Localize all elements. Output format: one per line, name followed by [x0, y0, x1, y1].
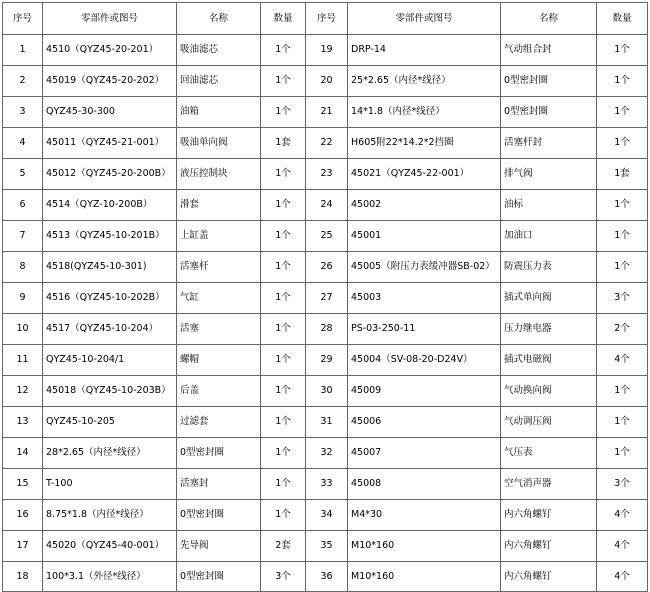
cell-part-name-right: 防震压力表: [501, 252, 597, 283]
cell-seq-left: 7: [3, 221, 43, 252]
cell-seq-left: 13: [3, 407, 43, 438]
cell-part-code-right: DRP-14: [348, 35, 501, 66]
cell-seq-right: 20: [306, 66, 348, 97]
cell-quantity-left: 1个: [261, 66, 306, 97]
cell-seq-left: 15: [3, 469, 43, 500]
cell-part-name-right: 气动调压阀: [501, 407, 597, 438]
cell-part-name-left: 螺帽: [177, 345, 261, 376]
table-row: [3, 438, 648, 469]
header-code-left: 零部件或图号: [43, 3, 177, 35]
cell-quantity-left: 1个: [261, 345, 306, 376]
cell-part-code-left: 45011（QYZ45-21-001）: [43, 128, 177, 159]
cell-seq-right: 31: [306, 407, 348, 438]
cell-part-name-left: 0型密封圈: [177, 500, 261, 531]
cell-quantity-left: 3个: [261, 562, 306, 592]
cell-part-code-right: M10*160: [348, 531, 501, 562]
cell-part-name-left: 液压控制块: [177, 159, 261, 190]
cell-seq-left: 3: [3, 97, 43, 128]
cell-seq-right: 22: [306, 128, 348, 159]
cell-part-code-left: 4510（QYZ45-20-201）: [43, 35, 177, 66]
cell-part-code-right: 25*2.65（内径*线径）: [348, 66, 501, 97]
cell-quantity-right: 1个: [597, 221, 648, 252]
cell-part-name-left: 0型密封圈: [177, 562, 261, 592]
cell-quantity-right: 3个: [597, 283, 648, 314]
cell-quantity-left: 1套: [261, 128, 306, 159]
cell-part-code-right: 45021（QYZ45-22-001）: [348, 159, 501, 190]
cell-part-code-right: 45003: [348, 283, 501, 314]
cell-quantity-left: 1个: [261, 221, 306, 252]
cell-part-name-left: 后盖: [177, 376, 261, 407]
cell-part-code-right: 45001: [348, 221, 501, 252]
cell-part-code-left: 28*2.65（内径*线径）: [43, 438, 177, 469]
cell-part-name-right: 0型密封圈: [501, 66, 597, 97]
cell-part-name-left: 滑套: [177, 190, 261, 221]
cell-quantity-left: 1个: [261, 376, 306, 407]
cell-part-code-left: 45019（QYZ45-20-202）: [43, 66, 177, 97]
table-row: [3, 159, 648, 190]
cell-quantity-left: 1个: [261, 97, 306, 128]
table-row: [3, 128, 648, 159]
cell-part-code-left: 4513（QYZ45-10-201B）: [43, 221, 177, 252]
cell-seq-right: 28: [306, 314, 348, 345]
header-seq-right: 序号: [306, 3, 348, 35]
cell-seq-left: 5: [3, 159, 43, 190]
table-row: [3, 314, 648, 345]
cell-quantity-left: 1个: [261, 438, 306, 469]
cell-quantity-left: 1个: [261, 283, 306, 314]
table-row: [3, 531, 648, 562]
cell-part-code-left: 45020（QYZ45-40-001）: [43, 531, 177, 562]
cell-seq-right: 21: [306, 97, 348, 128]
cell-part-code-right: 45006: [348, 407, 501, 438]
cell-part-name-right: 插式单向阀: [501, 283, 597, 314]
cell-seq-left: 17: [3, 531, 43, 562]
cell-seq-right: 23: [306, 159, 348, 190]
cell-part-name-left: 回油滤芯: [177, 66, 261, 97]
table-row: [3, 500, 648, 531]
cell-seq-left: 9: [3, 283, 43, 314]
table-row: [3, 252, 648, 283]
header-row: [3, 3, 648, 35]
cell-quantity-left: 1个: [261, 469, 306, 500]
cell-quantity-right: 1个: [597, 190, 648, 221]
cell-seq-left: 1: [3, 35, 43, 66]
cell-seq-left: 6: [3, 190, 43, 221]
cell-seq-left: 14: [3, 438, 43, 469]
header-qty-right: 数量: [597, 3, 648, 35]
cell-quantity-right: 1个: [597, 376, 648, 407]
table-row: [3, 562, 648, 592]
cell-seq-right: 29: [306, 345, 348, 376]
cell-quantity-right: 4个: [597, 345, 648, 376]
cell-part-code-left: 4514（QYZ-10-200B）: [43, 190, 177, 221]
cell-part-code-left: 4517（QYZ45-10-204）: [43, 314, 177, 345]
cell-quantity-left: 1个: [261, 190, 306, 221]
cell-quantity-right: 1个: [597, 438, 648, 469]
cell-part-code-left: 45012（QYZ45-20-200B）: [43, 159, 177, 190]
cell-part-name-left: 活塞封: [177, 469, 261, 500]
cell-seq-right: 25: [306, 221, 348, 252]
cell-part-name-right: 活塞杆封: [501, 128, 597, 159]
cell-part-name-right: 气压表: [501, 438, 597, 469]
parts-list-table: [2, 2, 648, 592]
cell-seq-left: 2: [3, 66, 43, 97]
cell-seq-right: 24: [306, 190, 348, 221]
cell-part-code-right: 45008: [348, 469, 501, 500]
cell-seq-left: 8: [3, 252, 43, 283]
cell-part-name-right: 内六角螺钉: [501, 562, 597, 592]
cell-part-name-left: 活塞杆: [177, 252, 261, 283]
cell-quantity-right: 4个: [597, 562, 648, 592]
cell-quantity-left: 1个: [261, 500, 306, 531]
cell-seq-right: 32: [306, 438, 348, 469]
cell-seq-left: 18: [3, 562, 43, 592]
header-name-left: 名称: [177, 3, 261, 35]
cell-part-name-right: 压力继电器: [501, 314, 597, 345]
cell-part-name-right: 0型密封圈: [501, 97, 597, 128]
cell-part-name-right: 排气阀: [501, 159, 597, 190]
cell-part-name-right: 油标: [501, 190, 597, 221]
cell-quantity-right: 1个: [597, 97, 648, 128]
table-row: [3, 66, 648, 97]
cell-seq-right: 34: [306, 500, 348, 531]
cell-part-code-left: 8.75*1.8（内径*线径）: [43, 500, 177, 531]
cell-quantity-right: 1个: [597, 407, 648, 438]
cell-part-name-left: 吸油单向阀: [177, 128, 261, 159]
header-seq-left: 序号: [3, 3, 43, 35]
cell-part-code-right: 45002: [348, 190, 501, 221]
cell-quantity-right: 1个: [597, 35, 648, 66]
cell-seq-left: 10: [3, 314, 43, 345]
cell-part-code-left: QYZ45-10-205: [43, 407, 177, 438]
cell-seq-right: 27: [306, 283, 348, 314]
cell-part-code-left: T-100: [43, 469, 177, 500]
cell-quantity-right: 3个: [597, 469, 648, 500]
table-row: [3, 407, 648, 438]
cell-part-code-left: QYZ45-30-300: [43, 97, 177, 128]
cell-part-code-right: PS-03-250-11: [348, 314, 501, 345]
cell-seq-left: 4: [3, 128, 43, 159]
cell-part-name-right: 内六角螺钉: [501, 500, 597, 531]
cell-quantity-right: 4个: [597, 531, 648, 562]
cell-part-name-left: 油箱: [177, 97, 261, 128]
table-row: [3, 190, 648, 221]
cell-part-name-left: 上缸盖: [177, 221, 261, 252]
cell-seq-left: 16: [3, 500, 43, 531]
cell-quantity-left: 1个: [261, 159, 306, 190]
table-row: [3, 469, 648, 500]
cell-quantity-right: 4个: [597, 500, 648, 531]
cell-part-code-left: 4516（QYZ45-10-202B）: [43, 283, 177, 314]
cell-quantity-left: 1个: [261, 407, 306, 438]
cell-quantity-left: 2套: [261, 531, 306, 562]
cell-quantity-right: 1个: [597, 128, 648, 159]
cell-part-name-right: 气动组合封: [501, 35, 597, 66]
cell-part-code-right: 45004（SV-08-20-D24V）: [348, 345, 501, 376]
header-code-right: 零部件或图号: [348, 3, 501, 35]
cell-seq-right: 33: [306, 469, 348, 500]
cell-seq-left: 12: [3, 376, 43, 407]
cell-part-name-left: 气缸: [177, 283, 261, 314]
cell-quantity-right: 2个: [597, 314, 648, 345]
cell-seq-right: 26: [306, 252, 348, 283]
cell-part-code-left: QYZ45-10-204/1: [43, 345, 177, 376]
header-qty-left: 数量: [261, 3, 306, 35]
cell-part-code-right: 14*1.8（内径*线径）: [348, 97, 501, 128]
cell-part-name-left: 吸油滤芯: [177, 35, 261, 66]
table-row: [3, 35, 648, 66]
cell-part-code-right: 45009: [348, 376, 501, 407]
cell-seq-right: 19: [306, 35, 348, 66]
table-body: [3, 35, 648, 592]
cell-part-code-left: 45018（QYZ45-10-203B）: [43, 376, 177, 407]
cell-part-name-right: 加油口: [501, 221, 597, 252]
cell-part-name-left: 0型密封圈: [177, 438, 261, 469]
cell-quantity-right: 1个: [597, 66, 648, 97]
cell-part-name-right: 内六角螺钉: [501, 531, 597, 562]
table-row: [3, 376, 648, 407]
cell-part-name-left: 活塞: [177, 314, 261, 345]
cell-seq-right: 30: [306, 376, 348, 407]
cell-quantity-left: 1个: [261, 314, 306, 345]
cell-part-name-left: 过滤套: [177, 407, 261, 438]
cell-part-code-right: 45007: [348, 438, 501, 469]
cell-quantity-right: 1套: [597, 159, 648, 190]
cell-seq-right: 35: [306, 531, 348, 562]
cell-part-code-right: H605附22*14.2*2挡圈: [348, 128, 501, 159]
cell-part-name-right: 插式电磁阀: [501, 345, 597, 376]
table-row: [3, 345, 648, 376]
cell-quantity-left: 1个: [261, 35, 306, 66]
cell-part-code-left: 100*3.1（外径*线径）: [43, 562, 177, 592]
table-row: [3, 283, 648, 314]
cell-part-name-right: 气动换向阀: [501, 376, 597, 407]
cell-part-name-left: 先导阀: [177, 531, 261, 562]
cell-part-code-left: 4518(QYZ45-10-301): [43, 252, 177, 283]
cell-part-code-right: M4*30: [348, 500, 501, 531]
cell-seq-left: 11: [3, 345, 43, 376]
cell-part-code-right: 45005（附压力表缓冲器SB-02）: [348, 252, 501, 283]
header-name-right: 名称: [501, 3, 597, 35]
cell-quantity-right: 1个: [597, 252, 648, 283]
cell-quantity-left: 1个: [261, 252, 306, 283]
cell-part-code-right: M10*160: [348, 562, 501, 592]
cell-part-name-right: 空气消声器: [501, 469, 597, 500]
cell-seq-right: 36: [306, 562, 348, 592]
table-row: [3, 97, 648, 128]
table-row: [3, 221, 648, 252]
